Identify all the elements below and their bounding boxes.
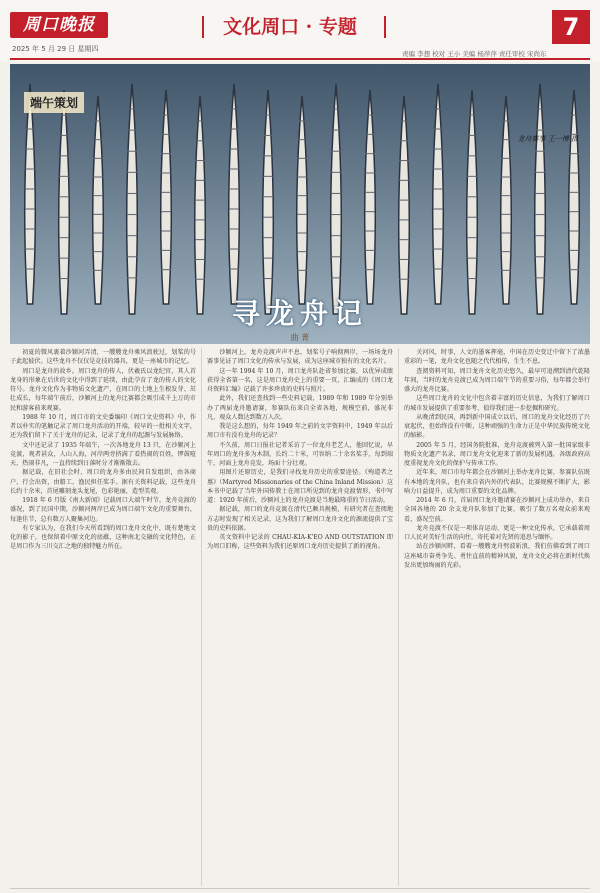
photo-credit: 龙舟赛事 王一博 摄 <box>517 135 578 143</box>
article-paragraph: 1988 年 10 月，周口市的文史委编印《周口文史资料》中，作者以朴实的笔触记录了周口龙舟活动的开端，较早的一批相关文字，还为我们留下了关于龙舟的记录，记录了龙舟的起源与发展脉络。 <box>10 413 196 440</box>
author-byline: 曲 菁 <box>290 333 310 342</box>
article-paragraph: 沙颍河上，龙舟竞渡声声不息，划桨号子响彻两岸，一场场龙舟赛事见证了周口文化的传承与发展，成为这座城市独有的文化名片。 <box>207 349 393 366</box>
article-paragraph: 近年来，周口市每年都会在沙颍河上举办龙舟比赛，参赛队伍既有本地的龙舟队，也有来自省内外的代表队，比赛规模不断扩大，影响力日益提升，成为周口重要的文化品牌。 <box>404 469 590 495</box>
footer-rule <box>10 888 590 889</box>
article-paragraph: 据记载，周口的龙舟竞渡在清代已颇具规模，有研究者在查阅地方志时发现了相关记录，这为我们了解周口龙舟文化的源流提供了宝贵的史料依据。 <box>207 506 393 532</box>
article-paragraph: 文中还记录了 1935 年端午，一次各地龙舟 13 只，在沙颍河上竞渡，观者甚众，人山人海，河岸两旁挤满了看热闹的百姓，锣鼓喧天，热闹非凡，一直持续到日落时分才渐渐散去。 <box>10 441 196 467</box>
page-number-badge: 7 <box>552 10 590 44</box>
article-paragraph: 1918 年 6 月版《南大新闻》记载周口大端午时节，龙舟竞渡的盛况，到了民国中期，沙颍河两岸已成为周口端午文化的重要舞台，每逢佳节，总有数万人聚集河边。 <box>10 497 196 523</box>
article-paragraph: 这一年 1994 年 10 月，周口龙舟队赴省参加比赛，以优异成绩获得全省第一名，这是周口龙舟史上的重要一页，汇编成的《周口龙舟资料汇编》记载了许多珍贵的史料与照片。 <box>207 367 393 393</box>
article-paragraph: 据记载，在旧社会时，周口的龙舟多由民间自发组织，由各商户、行会出资，由船工、渔民担任桨手。据有关资料记载，这些龙舟长约十余米，首尾雕刻龙头龙尾，色彩艳丽，造型美观。 <box>10 469 196 495</box>
masthead <box>0 0 600 62</box>
article-paragraph: 关河风，时事，人文的墨客挥毫，中国在历史变迁中留下了浓墨重彩的一笔，龙舟文化也随之代代相传，生生不息。 <box>404 349 590 366</box>
section-title: 文化周口 · 专题 <box>200 10 380 44</box>
article-paragraph: 查阅资料可知，周口龙舟文化历史悠久，最早可追溯到清代乾隆年间，当时的龙舟竞渡已成为周口端午节的重要习俗，每年都会举行盛大的龙舟比赛。 <box>404 367 590 393</box>
article-column-1 <box>10 348 196 886</box>
feature-title: 寻龙舟记 <box>231 297 368 330</box>
article-paragraph: 2014 年 6 月，首届周口龙舟邀请赛在沙颍河上成功举办，来自全国各地的 20 余支龙舟队参加了比赛，吸引了数万名观众前来观看，盛况空前。 <box>404 497 590 523</box>
article-paragraph: 此外，我们还查找到一些史料记载，1989 年和 1989 年分别举办了两届龙舟邀请赛，参赛队伍来自全省各地，规模空前，盛况非凡，观众人数达到数万人次。 <box>207 395 393 421</box>
article-column-2 <box>207 348 393 886</box>
article-column-3 <box>404 348 590 886</box>
article-paragraph: 从晚清到民国，再到新中国成立以后，周口的龙舟文化经历了兴衰起伏，但始终没有中断，这种顽强的生命力正是中华民族传统文化的缩影。 <box>404 413 590 440</box>
editor-credit: 责编 李想 校对 王小 美编 杨萍萍 责任审校 宋尚东 <box>402 50 547 58</box>
photo-tag: 端午策划 <box>24 92 84 113</box>
article-paragraph: 这些周口龙舟的文化中包含着丰富的历史信息，为我们了解周口的城市发展提供了重要参考，值得我们进一步挖掘和研究。 <box>404 395 590 412</box>
article-paragraph: 初夏的微风裹着沙颍河弄清，一艘艘龙舟乘风浪驶过，划桨的号子此起彼伏。这些龙舟不仅仅是竞技的器具，更是一座城市的记忆。 <box>10 349 196 366</box>
article-paragraph: 不久前，周口日报社记者采访了一位龙舟老艺人，他回忆说，早年周口的龙舟多为木制，长约二十米，可容纳二十余名桨手，每到端午，河面上龙舟竞发，场面十分壮观。 <box>207 441 393 467</box>
newspaper-logo: 周口晚报 <box>10 12 108 38</box>
column-divider <box>201 348 202 886</box>
dragon-boat-photo <box>10 64 590 344</box>
column-divider <box>398 348 399 886</box>
article-paragraph: 龙舟竞渡不仅是一项体育运动，更是一种文化传承，它承载着周口人民对美好生活的向往，寄托着对先贤的追思与缅怀。 <box>404 524 590 541</box>
article-paragraph: 用图片还原历史，是我们寻找龙舟历史的重要途径。《殉道者之墓》（Martyred Missionaries of the China Inland Mission）这本书中记载了当年外国传教士在周口所见到的龙舟竞渡情形，书中写道：1920 年前后，沙颍河上的龙舟竞渡是当地最隆重的节日活动。 <box>207 469 393 504</box>
article-body <box>10 348 590 886</box>
article-paragraph: 站在沙颍河畔，看着一艘艘龙舟劈波斩浪，我们仿佛看到了周口这座城市奋勇争先、勇往直前的精神风貌，龙舟文化必将在新时代焕发出更加绚丽的光彩。 <box>404 543 590 569</box>
article-paragraph: 周口是龙舟的故乡。周口龙舟的传人，伏羲氏以龙纪官，其人首龙身的形象在后世的文化中得到了延续，由此孕育了龙的传人的文化符号。龙舟文化作为非物质文化遗产，在周口的土地上生根发芽、茁壮成长，每年端午前后，沙颍河上的龙舟比赛都会吸引成千上万的市民和游客前来观赛。 <box>10 367 196 412</box>
masthead-rule <box>10 58 590 60</box>
article-paragraph: 有专家认为，在我们今天所看到的周口龙舟文化中，既有楚地文化的影子，也保留着中原文化的底蕴，这种南北交融的文化特色，正是周口作为三川交汇之地的独特魅力所在。 <box>10 524 196 551</box>
issue-date: 2025 年 5 月 29 日 星期四 <box>12 45 99 53</box>
article-paragraph: 2005 年 5 月，经国务院批准，龙舟竞渡被列入第一批国家级非物质文化遗产名录，周口龙舟文化迎来了新的发展机遇，各级政府高度重视龙舟文化的保护与传承工作。 <box>404 441 590 467</box>
article-paragraph: 英文资料中记录的 CHAU-KIA-K'EO AND OUTSTATION 即为周口旧称，这些资料为我们还原周口龙舟历史提供了新的视角。 <box>207 534 393 551</box>
article-paragraph: 我是这么想的，每年 1949 年之前的文字资料中，1949 年以后周口市有没有龙舟的记录？ <box>207 423 393 440</box>
